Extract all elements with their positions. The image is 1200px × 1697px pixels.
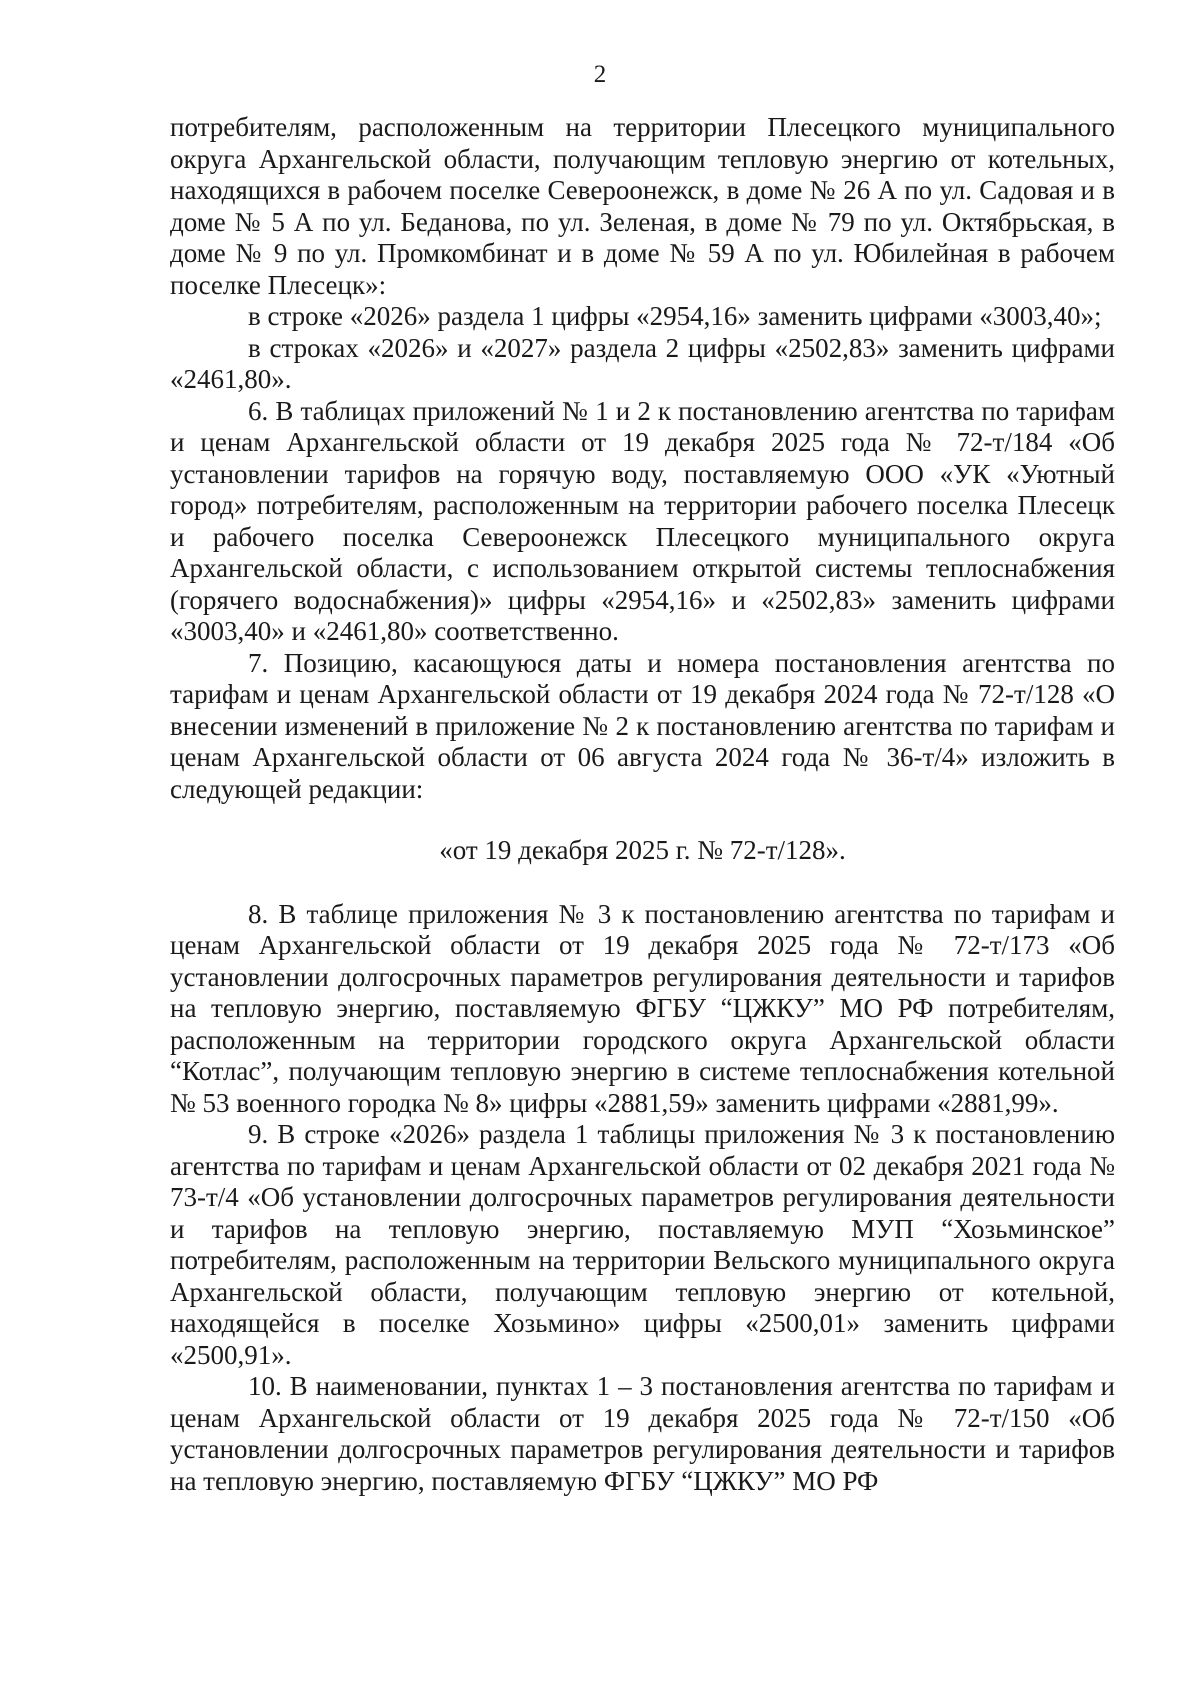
document-body xyxy=(170,112,1115,1497)
paragraph-item-10: 10. В наименовании, пунктах 1 – 3 постановления агентства по тарифам и ценам Архангельской области от 19 декабря 2025 года № 72-т/150 «Об установлении долгосрочных параметров регулирования деятельности и тарифов на тепловую энергию, поставляемую ФГБУ “ЦЖКУ” МО РФ xyxy=(170,1371,1115,1496)
paragraph-item-7: 7. Позицию, касающуюся даты и номера постановления агентства по тарифам и ценам Архангельской области от 19 декабря 2024 года № 72-т/128 «О внесении изменений в приложение № 2 к постановлению агентства по тарифам и ценам Архангельской области от 06 августа 2024 года № 36-т/4» изложить в следующей редакции: xyxy=(170,647,1115,804)
paragraph-item-8: 8. В таблице приложения № 3 к постановлению агентства по тарифам и ценам Архангельской области от 19 декабря 2025 года № 72-т/173 «Об установлении долгосрочных параметров регулирования деятельности и тарифов на тепловую энергию, поставляемую ФГБУ “ЦЖКУ” МО РФ потребителям, расположенным на территории городского округа Архангельской области “Котлас”, получающим тепловую энергию в системе теплоснабжения котельной № 53 военного городка № 8» цифры «2881,59» заменить цифрами «2881,99». xyxy=(170,898,1115,1118)
paragraph-section-1-change: в строке «2026» раздела 1 цифры «2954,16» заменить цифрами «3003,40»; xyxy=(248,301,1102,331)
paragraph-section-2-change: в строках «2026» и «2027» раздела 2 цифры «2502,83» заменить цифрами «2461,80». xyxy=(170,332,1115,394)
paragraph-item-6: 6. В таблицах приложений № 1 и 2 к постановлению агентства по тарифам и ценам Архангельской области от 19 декабря 2025 года № 72-т/184 «Об установлении тарифов на горячую воду, поставляемую ООО «УК «Уютный город» потребителям, расположенным на территории рабочего поселка Плесецк и рабочего поселка Североонежск Плесецкого муниципального округа Архангельской области, с использованием открытой системы теплоснабжения (горячего водоснабжения)» цифры «2954,16» и «2502,83» заменить цифрами «3003,40» и «2461,80» соответственно. xyxy=(170,395,1115,646)
paragraph-continuation: потребителям, расположенным на территории Плесецкого муниципального округа Архангельской области, получающим тепловую энергию от котельных, находящихся в рабочем поселке Североонежск, в доме № 26 А по ул. Садовая и в доме № 5 А по ул. Беданова, по ул. Зеленая, в доме № 79 по ул. Октябрьская, в доме № 9 по ул. Промкомбинат и в доме № 59 А по ул. Юбилейная в рабочем поселке Плесецк»: xyxy=(170,112,1115,300)
paragraph-new-wording: «от 19 декабря 2025 г. № 72-т/128». xyxy=(439,835,846,865)
page-number: 2 xyxy=(593,61,607,88)
paragraph-item-9: 9. В строке «2026» раздела 1 таблицы приложения № 3 к постановлению агентства по тарифам и ценам Архангельской области от 02 декабря 2021 года № 73-т/4 «Об установлении долгосрочных параметров регулирования деятельности и тарифов на тепловую энергию, поставляемую МУП “Хозьминское” потребителям, расположенным на территории Вельского муниципального округа Архангельской области, получающим тепловую энергию от котельной, находящейся в поселке Хозьмино» цифры «2500,01» заменить цифрами «2500,91». xyxy=(170,1119,1115,1370)
